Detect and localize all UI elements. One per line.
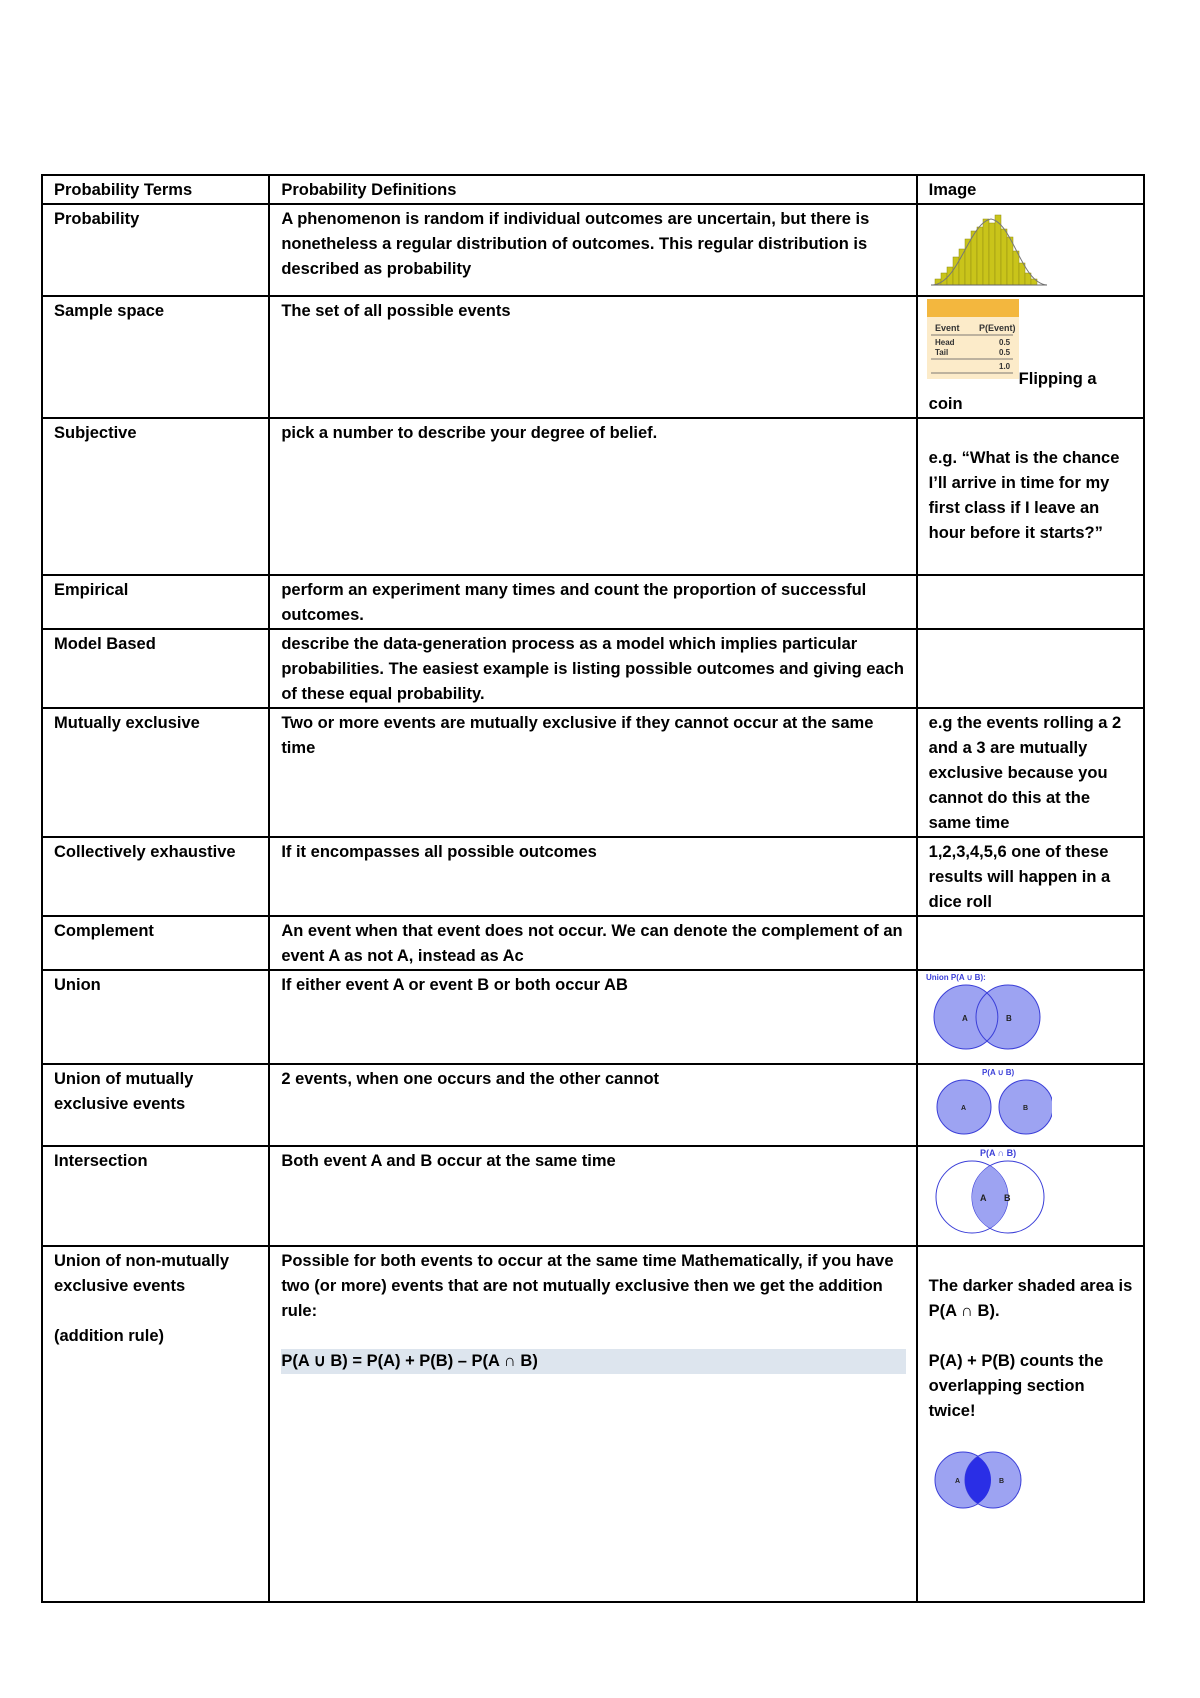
image-cell bbox=[917, 916, 1144, 970]
image-cell: 1,2,3,4,5,6 one of these results will happen in a dice roll bbox=[917, 837, 1144, 916]
table-row bbox=[42, 1064, 1144, 1146]
definition-cell: Both event A and B occur at the same time bbox=[269, 1146, 916, 1246]
coin-table-image bbox=[927, 299, 1019, 379]
table-row bbox=[42, 575, 1144, 629]
venn-title: P(A ∩ B) bbox=[979, 1148, 1016, 1158]
image-cell bbox=[917, 1064, 1144, 1146]
image-cell bbox=[917, 575, 1144, 629]
venn-disjoint-image bbox=[922, 1065, 1052, 1137]
table-row bbox=[42, 204, 1144, 296]
definition-cell: 2 events, when one occurs and the other cannot bbox=[269, 1064, 916, 1146]
venn-title: P(A ∪ B) bbox=[981, 1068, 1014, 1077]
image-note: Flipping a coin bbox=[928, 370, 1097, 413]
term-cell: Subjective bbox=[42, 418, 269, 575]
image-cell bbox=[917, 629, 1144, 708]
venn-label-b: B bbox=[1022, 1105, 1028, 1112]
image-cell bbox=[917, 1246, 1144, 1602]
addition-rule-formula: P(A ∪ B) = P(A) + P(B) – P(A ∩ B) bbox=[281, 1349, 905, 1374]
term-cell: Mutually exclusive bbox=[42, 708, 269, 837]
coin-table-header-prob: P(Event) bbox=[978, 323, 1016, 333]
venn-title: Union P(A ∪ B): bbox=[925, 973, 986, 982]
term-cell: Probability bbox=[42, 204, 269, 296]
coin-table-tail: Tail bbox=[934, 348, 948, 357]
coin-table-header-event: Event bbox=[934, 323, 960, 333]
table-row bbox=[42, 708, 1144, 837]
venn-label-b: B bbox=[1005, 1014, 1012, 1023]
table-row bbox=[42, 1146, 1144, 1246]
table-row bbox=[42, 837, 1144, 916]
definition-cell: An event when that event does not occur. We can denote the complement of an event A as not A, instead as Ac bbox=[269, 916, 916, 970]
image-note: The darker shaded area is P(A ∩ B). bbox=[928, 1277, 1133, 1320]
venn-label-a: A bbox=[961, 1014, 968, 1023]
image-cell: e.g the events rolling a 2 and a 3 are mutually exclusive because you cannot do this at the same time bbox=[917, 708, 1144, 837]
image-cell bbox=[917, 204, 1144, 296]
term-cell: Complement bbox=[42, 916, 269, 970]
definition-cell: If it encompasses all possible outcomes bbox=[269, 837, 916, 916]
term-note: (addition rule) bbox=[54, 1327, 164, 1345]
coin-table-head-prob: 0.5 bbox=[998, 338, 1010, 347]
image-cell bbox=[917, 418, 1144, 575]
definition-cell: Two or more events are mutually exclusive if they cannot occur at the same time bbox=[269, 708, 916, 837]
term-cell: Sample space bbox=[42, 296, 269, 418]
definition-cell bbox=[269, 1246, 916, 1602]
venn-label-a: A bbox=[954, 1478, 960, 1485]
table-row bbox=[42, 629, 1144, 708]
venn-addition-image bbox=[929, 1446, 1029, 1516]
header-definitions: Probability Definitions bbox=[269, 175, 916, 204]
table-row bbox=[42, 916, 1144, 970]
table-row bbox=[42, 418, 1144, 575]
term-cell bbox=[42, 1246, 269, 1602]
venn-label-a: A bbox=[979, 1193, 987, 1203]
image-cell bbox=[917, 296, 1144, 418]
term-cell: Model Based bbox=[42, 629, 269, 708]
image-note: e.g. “What is the chance I’ll arrive in time for my first class if I leave an hour before it starts?” bbox=[928, 449, 1120, 542]
venn-label-a: A bbox=[960, 1105, 966, 1112]
table-row bbox=[42, 296, 1144, 418]
definition-cell: pick a number to describe your degree of belief. bbox=[269, 418, 916, 575]
term-cell: Intersection bbox=[42, 1146, 269, 1246]
term-cell: Union bbox=[42, 970, 269, 1064]
table-header-row bbox=[42, 175, 1144, 204]
image-cell bbox=[917, 970, 1144, 1064]
definition-text: Possible for both events to occur at the same time Mathematically, if you have two (or more) events that are not mutually exclusive then we get the addition rule: bbox=[281, 1252, 894, 1320]
image-cell bbox=[917, 1146, 1144, 1246]
header-terms: Probability Terms bbox=[42, 175, 269, 204]
term-cell: Empirical bbox=[42, 575, 269, 629]
table-row bbox=[42, 970, 1144, 1064]
term-text: Union of non-mutually exclusive events bbox=[54, 1252, 230, 1295]
definition-cell: describe the data-generation process as a model which implies particular probabilities. The easiest example is listing possible outcomes and giving each of these equal probability. bbox=[269, 629, 916, 708]
venn-label-b: B bbox=[998, 1478, 1004, 1485]
table-row bbox=[42, 1246, 1144, 1602]
venn-label-b: B bbox=[1003, 1193, 1011, 1203]
definition-cell: A phenomenon is random if individual outcomes are uncertain, but there is nonetheless a regular distribution of outcomes. This regular distribution is described as probability bbox=[269, 204, 916, 296]
term-cell: Union of mutually exclusive events bbox=[42, 1064, 269, 1146]
coin-table-head: Head bbox=[934, 338, 955, 347]
venn-intersection-image bbox=[922, 1147, 1052, 1237]
probability-table bbox=[41, 174, 1145, 1603]
header-image: Image bbox=[917, 175, 1144, 204]
coin-table-total: 1.0 bbox=[998, 362, 1010, 371]
coin-table-tail-prob: 0.5 bbox=[998, 348, 1010, 357]
histogram-image bbox=[929, 213, 1049, 287]
term-cell: Collectively exhaustive bbox=[42, 837, 269, 916]
definition-cell: perform an experiment many times and count the proportion of successful outcomes. bbox=[269, 575, 916, 629]
venn-union-image bbox=[922, 971, 1052, 1055]
definition-cell: The set of all possible events bbox=[269, 296, 916, 418]
image-note: P(A) + P(B) counts the overlapping section twice! bbox=[928, 1352, 1104, 1420]
definition-cell: If either event A or event B or both occur AB bbox=[269, 970, 916, 1064]
